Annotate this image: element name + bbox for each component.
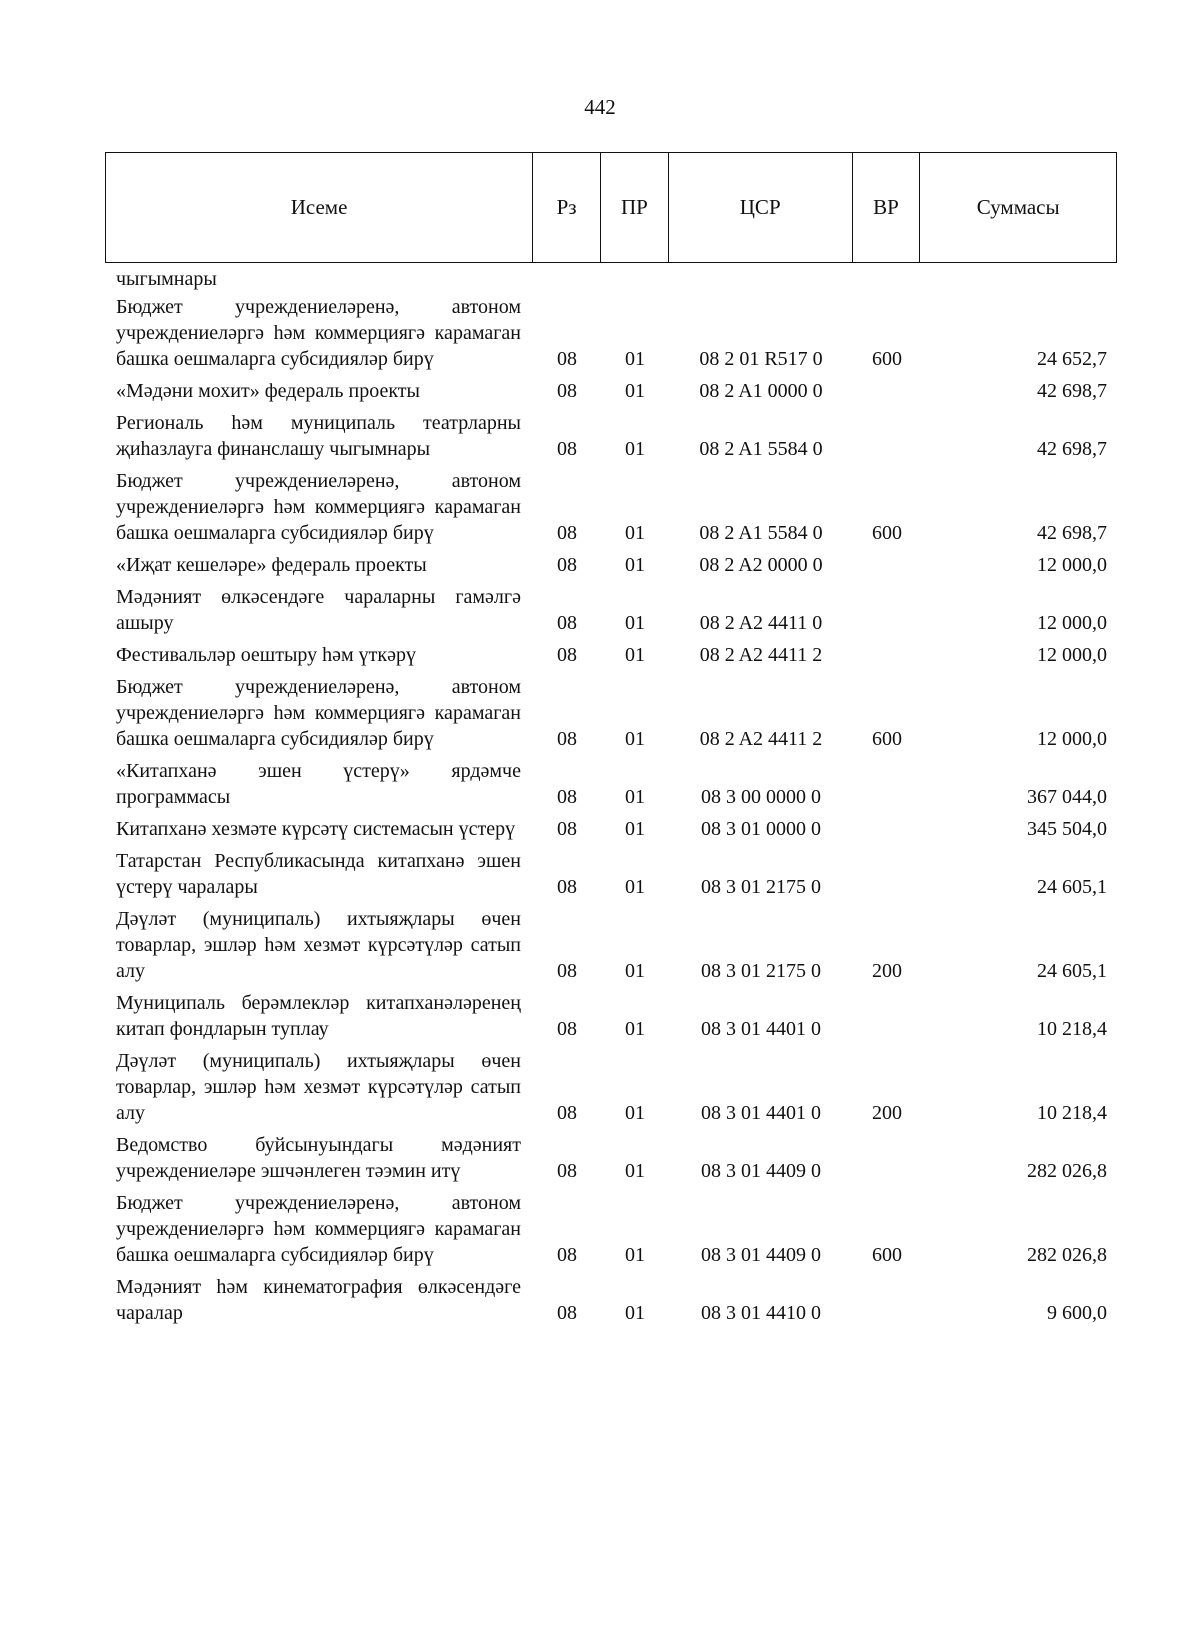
cell-vr: 600 (872, 522, 902, 544)
cell-sum: 12 000,0 (1037, 554, 1107, 576)
table-row (105, 410, 1117, 462)
table-row (105, 266, 1117, 292)
cell-sum: 24 652,7 (1037, 348, 1107, 370)
cell-pr: 01 (625, 1160, 645, 1182)
cell-sum: 367 044,0 (1027, 786, 1107, 808)
header-csr: ЦСР (669, 153, 853, 262)
cell-name: Бюджет учреждениеләренә, автоном учреждениеләргә һәм коммерциягә карамаган башка оешмаларга субсидияләр бирү (116, 296, 521, 370)
cell-rz: 08 (557, 1160, 577, 1182)
table-row (105, 1048, 1117, 1126)
header-vr: ВР (853, 153, 921, 262)
cell-csr: 08 3 01 2175 0 (701, 960, 821, 982)
cell-rz: 08 (557, 522, 577, 544)
cell-sum: 42 698,7 (1037, 438, 1107, 460)
table-row (105, 1274, 1117, 1326)
cell-pr: 01 (625, 1244, 645, 1266)
table-row (105, 674, 1117, 752)
cell-pr: 01 (625, 728, 645, 750)
cell-vr: 200 (872, 1102, 902, 1124)
cell-pr: 01 (625, 380, 645, 402)
cell-rz: 08 (557, 612, 577, 634)
cell-pr: 01 (625, 786, 645, 808)
cell-csr: 08 2 A2 4411 0 (699, 612, 823, 634)
cell-csr: 08 2 01 R517 0 (699, 348, 823, 370)
cell-rz: 08 (557, 438, 577, 460)
cell-rz: 08 (557, 728, 577, 750)
cell-name: Ведомство буйсынуындагы мәдәният учреждениеләре эшчәнлеген тәэмин итү (116, 1134, 521, 1182)
cell-pr: 01 (625, 1302, 645, 1324)
cell-name: Мәдәният һәм кинематография өлкәсендәге чаралар (116, 1276, 521, 1324)
cell-name: «Иҗат кешеләре» федераль проекты (116, 554, 427, 576)
table-row (105, 552, 1117, 578)
cell-rz: 08 (557, 380, 577, 402)
cell-csr: 08 2 A1 5584 0 (699, 438, 823, 460)
cell-name: Татарстан Республикасында китапханә эшен үстерү чаралары (116, 850, 521, 898)
cell-csr: 08 3 01 4409 0 (701, 1244, 821, 1266)
cell-sum: 12 000,0 (1037, 612, 1107, 634)
cell-rz: 08 (557, 554, 577, 576)
cell-pr: 01 (625, 1018, 645, 1040)
header-name: Исеме (106, 153, 533, 262)
cell-csr: 08 2 A1 5584 0 (699, 522, 823, 544)
cell-name: чыгымнары (116, 268, 217, 290)
cell-sum: 9 600,0 (1047, 1302, 1107, 1324)
cell-csr: 08 3 01 2175 0 (701, 876, 821, 898)
cell-pr: 01 (625, 554, 645, 576)
cell-name: «Китапханә эшен үстерү» ярдәмче программасы (116, 760, 521, 808)
table-row (105, 816, 1117, 842)
cell-rz: 08 (557, 818, 577, 840)
cell-pr: 01 (625, 960, 645, 982)
cell-name: Мәдәният өлкәсендәге чараларны гамәлгә ашыру (116, 586, 521, 634)
table-row (105, 294, 1117, 372)
cell-csr: 08 3 01 4401 0 (701, 1018, 821, 1040)
cell-pr: 01 (625, 522, 645, 544)
cell-vr: 600 (872, 1244, 902, 1266)
cell-sum: 24 605,1 (1037, 960, 1107, 982)
table-header (105, 152, 1117, 263)
cell-pr: 01 (625, 438, 645, 460)
header-pr: ПР (601, 153, 669, 262)
cell-vr: 200 (872, 960, 902, 982)
cell-rz: 08 (557, 1102, 577, 1124)
table-row (105, 758, 1117, 810)
cell-csr: 08 3 01 4401 0 (701, 1102, 821, 1124)
cell-sum: 12 000,0 (1037, 728, 1107, 750)
cell-csr: 08 2 A2 4411 2 (699, 644, 823, 666)
cell-rz: 08 (557, 348, 577, 370)
cell-csr: 08 3 01 0000 0 (701, 818, 821, 840)
cell-pr: 01 (625, 876, 645, 898)
cell-pr: 01 (625, 644, 645, 666)
cell-sum: 12 000,0 (1037, 644, 1107, 666)
header-rz: Рз (533, 153, 601, 262)
cell-vr: 600 (872, 348, 902, 370)
cell-name: Бюджет учреждениеләренә, автоном учреждениеләргә һәм коммерциягә карамаган башка оешмаларга субсидияләр бирү (116, 1192, 521, 1266)
table-row (105, 990, 1117, 1042)
cell-rz: 08 (557, 644, 577, 666)
cell-name: Муниципаль берәмлекләр китапханәләренең китап фондларын туплау (116, 992, 521, 1040)
table-row (105, 1190, 1117, 1268)
table-row (105, 1132, 1117, 1184)
table-row (105, 848, 1117, 900)
table-row (105, 906, 1117, 984)
cell-sum: 345 504,0 (1027, 818, 1107, 840)
table-body (105, 266, 1117, 1332)
cell-sum: 10 218,4 (1037, 1018, 1107, 1040)
cell-sum: 282 026,8 (1027, 1160, 1107, 1182)
table-row (105, 468, 1117, 546)
table-row (105, 584, 1117, 636)
table-row (105, 378, 1117, 404)
cell-name: Бюджет учреждениеләренә, автоном учреждениеләргә һәм коммерциягә карамаган башка оешмаларга субсидияләр бирү (116, 676, 521, 750)
cell-sum: 10 218,4 (1037, 1102, 1107, 1124)
cell-pr: 01 (625, 1102, 645, 1124)
cell-vr: 600 (872, 728, 902, 750)
cell-name: Бюджет учреждениеләренә, автоном учреждениеләргә һәм коммерциягә карамаган башка оешмаларга субсидияләр бирү (116, 470, 521, 544)
cell-csr: 08 2 A2 0000 0 (699, 554, 823, 576)
cell-rz: 08 (557, 876, 577, 898)
cell-name: «Мәдәни мохит» федераль проекты (116, 380, 420, 402)
cell-name: Дәүләт (муниципаль) ихтыяҗлары өчен товарлар, эшләр һәм хезмәт күрсәтүләр сатып алу (116, 908, 521, 982)
cell-rz: 08 (557, 786, 577, 808)
cell-rz: 08 (557, 960, 577, 982)
cell-csr: 08 2 A2 4411 2 (699, 728, 823, 750)
cell-csr: 08 3 00 0000 0 (701, 786, 821, 808)
cell-rz: 08 (557, 1302, 577, 1324)
header-sum: Суммасы (976, 195, 1060, 219)
cell-sum: 282 026,8 (1027, 1244, 1107, 1266)
cell-rz: 08 (557, 1018, 577, 1040)
cell-sum: 42 698,7 (1037, 380, 1107, 402)
table-row (105, 642, 1117, 668)
cell-name: Фестивальләр оештыру һәм үткәрү (116, 644, 416, 666)
cell-name: Региональ һәм муниципаль театрларны җиһазлауга финанслашу чыгымнары (116, 412, 521, 460)
cell-csr: 08 3 01 4410 0 (701, 1302, 821, 1324)
cell-pr: 01 (625, 612, 645, 634)
cell-csr: 08 2 A1 0000 0 (699, 380, 823, 402)
cell-sum: 42 698,7 (1037, 522, 1107, 544)
page-number: 442 (584, 95, 616, 119)
cell-name: Дәүләт (муниципаль) ихтыяҗлары өчен товарлар, эшләр һәм хезмәт күрсәтүләр сатып алу (116, 1050, 521, 1124)
cell-csr: 08 3 01 4409 0 (701, 1160, 821, 1182)
cell-name: Китапханә хезмәте күрсәтү системасын үстерү (116, 818, 516, 840)
cell-pr: 01 (625, 348, 645, 370)
cell-rz: 08 (557, 1244, 577, 1266)
cell-sum: 24 605,1 (1037, 876, 1107, 898)
cell-pr: 01 (625, 818, 645, 840)
